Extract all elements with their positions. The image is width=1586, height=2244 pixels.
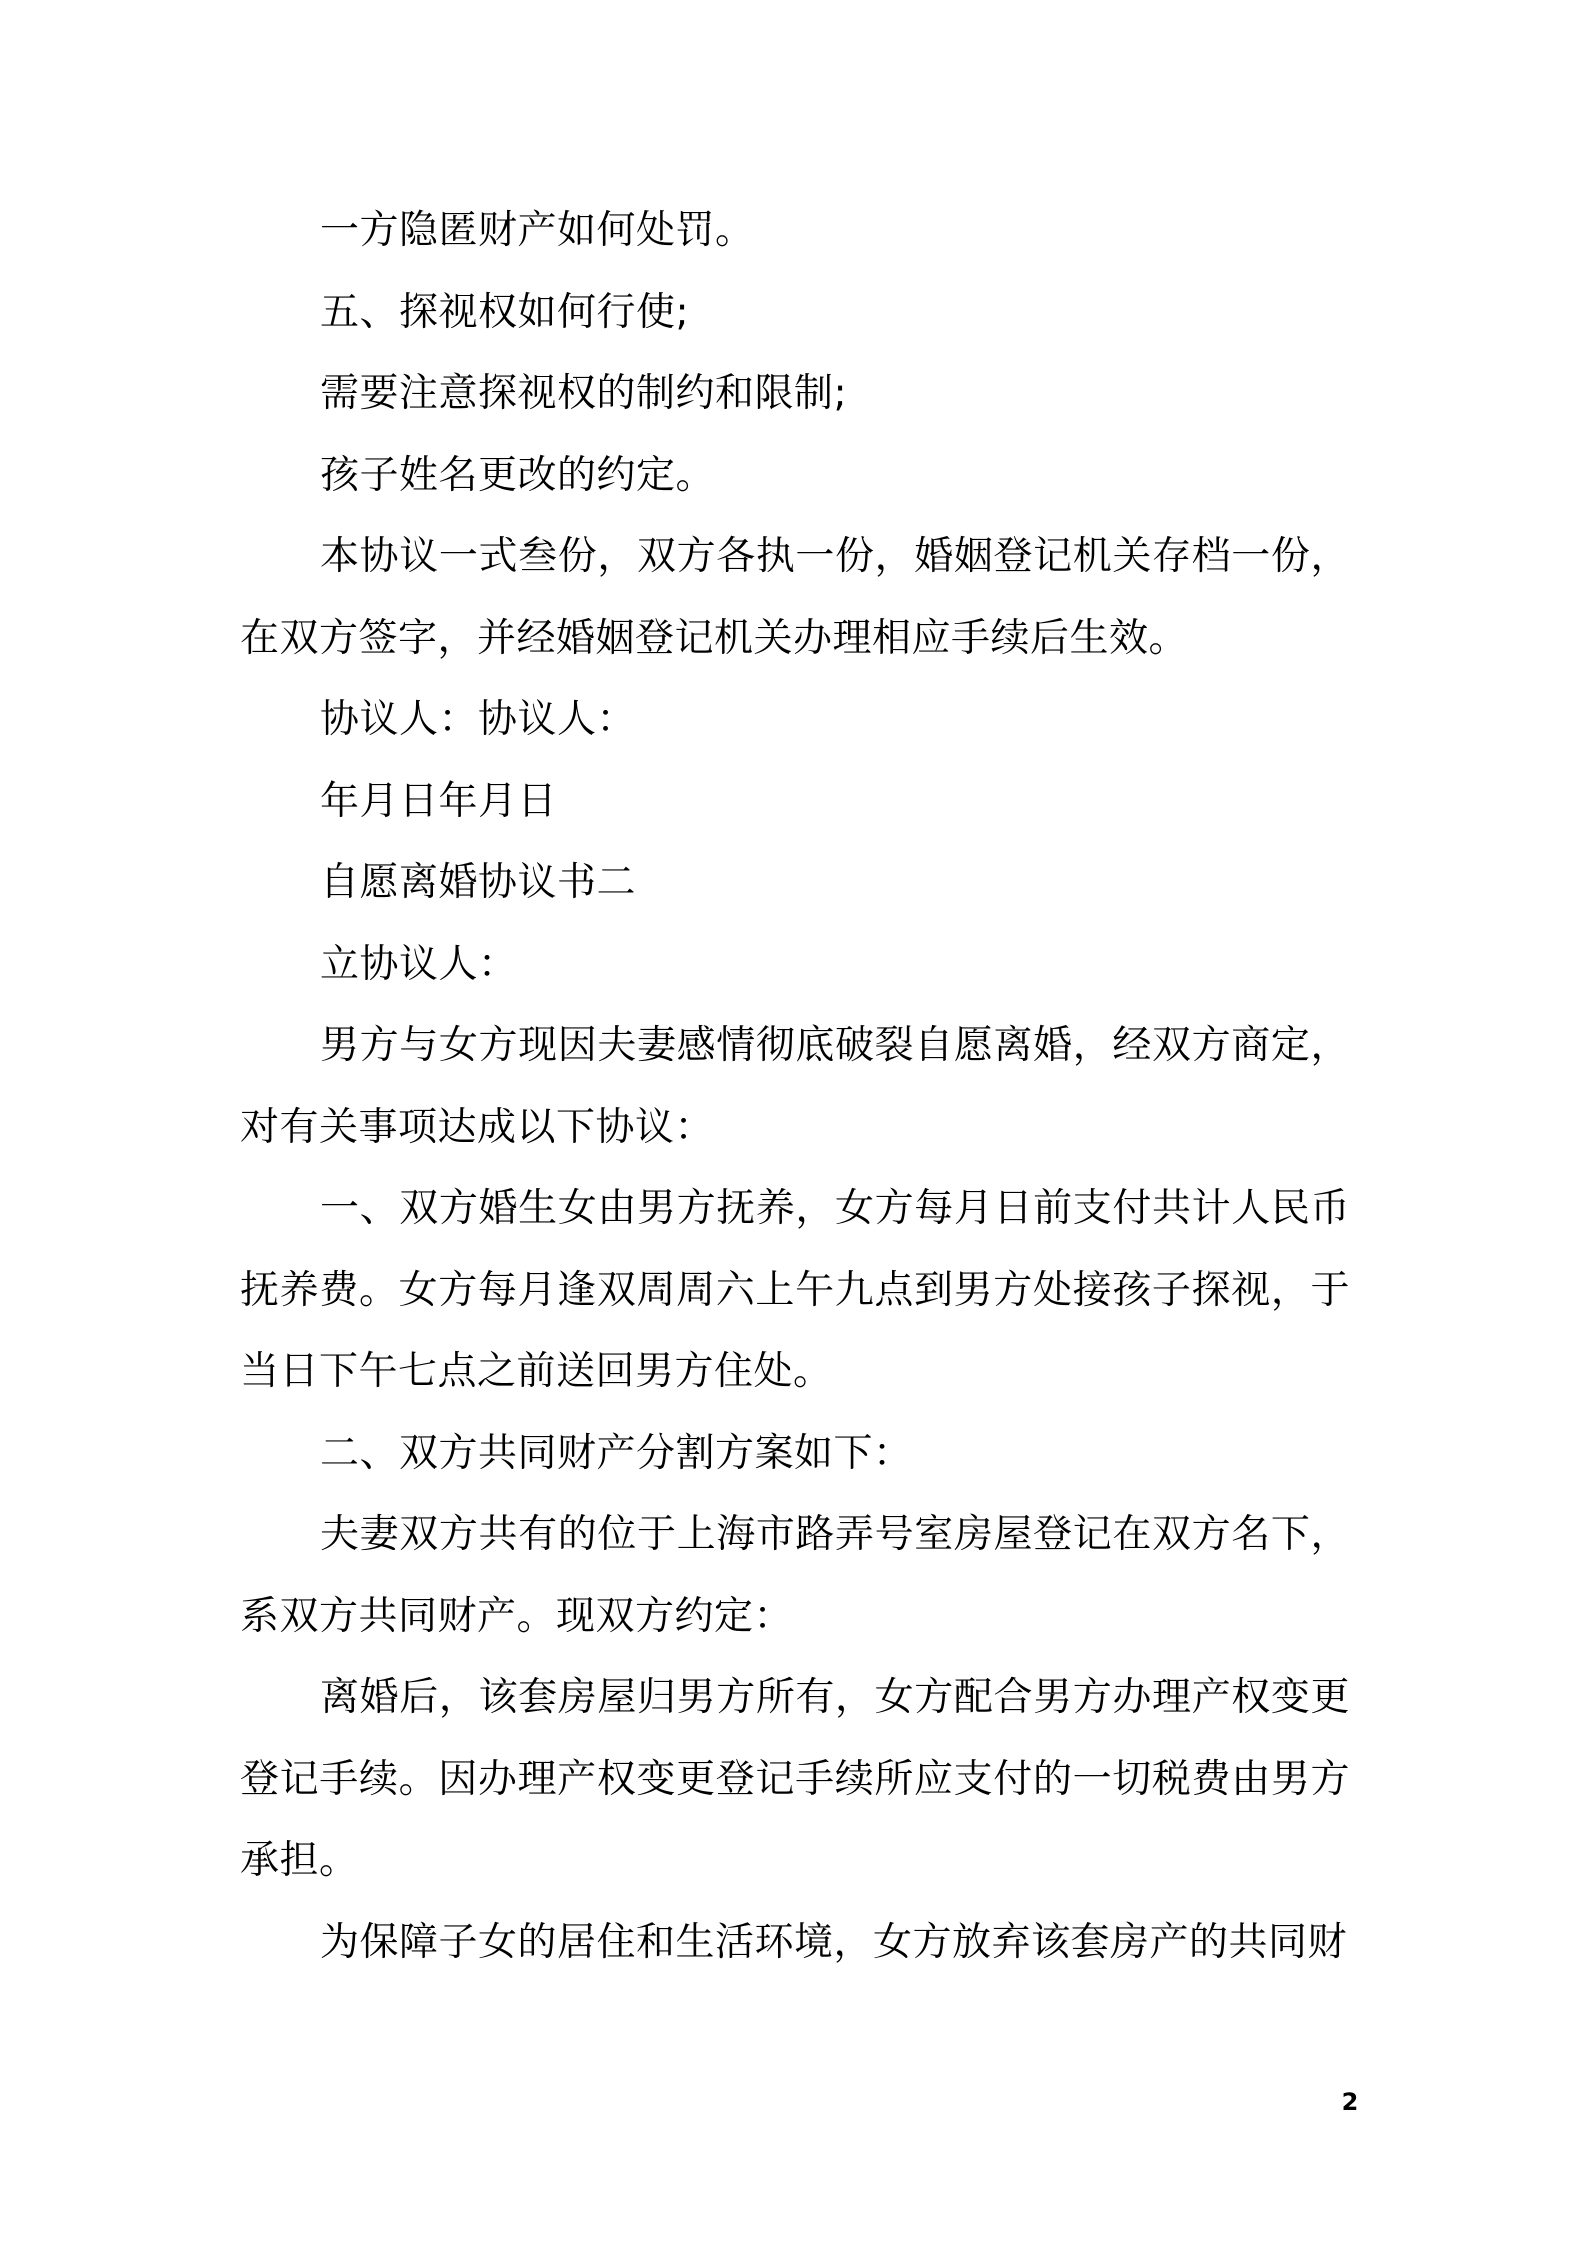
paragraph-copies-effective: 本协议一式叁份，双方各执一份，婚姻登记机关存档一份，在双方签字，并经婚姻登记机关办理相应手续后生效。 xyxy=(240,534,1350,661)
paragraph-child-custody: 一、双方婚生女由男方抚养，女方每月日前支付共计人民币抚养费。女方每月逢双周周六上午九点到男方处接孩子探视，于当日下午七点之前送回男方住处。 xyxy=(240,1186,1350,1394)
paragraph-parties: 立协议人： xyxy=(320,941,518,987)
paragraph-visitation-heading: 五、探视权如何行使; xyxy=(320,289,690,335)
paragraph-joint-property: 夫妻双方共有的位于上海市路弄号室房屋登记在双方名下，系双方共同财产。现双方约定： xyxy=(240,1512,1350,1639)
document-body xyxy=(240,190,1350,1983)
page-number: 2 xyxy=(1341,2088,1359,2116)
paragraph-child-name-change: 孩子姓名更改的约定。 xyxy=(320,452,716,498)
paragraph-divorce-reason: 男方与女方现因夫妻感情彻底破裂自愿离婚，经双方商定，对有关事项达成以下协议： xyxy=(240,1023,1350,1150)
paragraph-dates: 年月日年月日 xyxy=(320,778,558,824)
paragraph-property-heading: 二、双方共同财产分割方案如下： xyxy=(320,1430,913,1476)
paragraph-house-ownership: 离婚后，该套房屋归男方所有，女方配合男方办理产权变更登记手续。因办理产权变更登记手续所应支付的一切税费由男方承担。 xyxy=(240,1675,1350,1883)
paragraph-signatories: 协议人：协议人： xyxy=(320,697,637,742)
paragraph-visitation-limits: 需要注意探视权的制约和限制; xyxy=(320,371,848,416)
paragraph-penalty-hidden-assets: 一方隐匿财产如何处罚。 xyxy=(320,208,755,253)
paragraph-waiver: 为保障子女的居住和生活环境，女方放弃该套房产的共同财 xyxy=(320,1919,1348,1965)
agreement-two-title: 自愿离婚协议书二 xyxy=(320,860,637,905)
